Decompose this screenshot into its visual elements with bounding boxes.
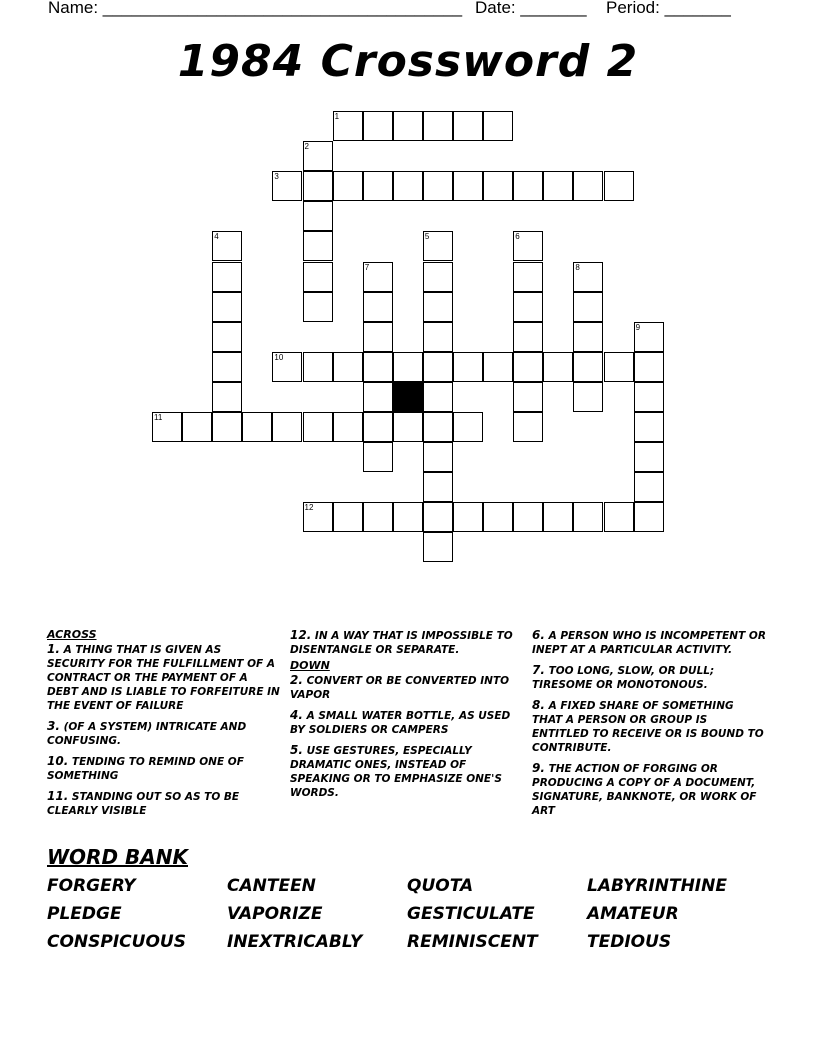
grid-cell[interactable] [513, 412, 543, 442]
grid-cell[interactable] [423, 412, 453, 442]
grid-cell[interactable] [363, 111, 393, 141]
grid-cell[interactable] [634, 382, 664, 412]
grid-cell[interactable] [513, 262, 543, 292]
grid-cell[interactable] [212, 262, 242, 292]
clue-down-2: 2. CONVERT OR BE CONVERTED INTO VAPOR [290, 673, 510, 701]
grid-cell[interactable] [423, 382, 453, 412]
grid-cell[interactable] [604, 352, 634, 382]
clue-number: 3 [274, 172, 279, 182]
grid-cell[interactable] [634, 472, 664, 502]
grid-cell[interactable] [423, 171, 453, 201]
grid-cell[interactable] [303, 262, 333, 292]
clue-number: 1 [334, 112, 340, 121]
grid-cell[interactable] [453, 352, 483, 382]
clue-number: 7 [364, 262, 370, 272]
grid-cell[interactable] [363, 322, 393, 352]
grid-cell[interactable] [333, 352, 363, 382]
word-bank-item: CONSPICUOUS [47, 932, 186, 952]
grid-cell[interactable] [333, 412, 363, 442]
grid-cell[interactable] [573, 322, 603, 352]
clue-number: 9 [635, 322, 641, 332]
grid-cell[interactable] [453, 111, 483, 141]
clue-number: 8 [575, 262, 580, 272]
word-bank-item: QUOTA [407, 876, 474, 896]
grid-cell[interactable] [423, 442, 453, 472]
grid-cell[interactable] [513, 171, 543, 201]
grid-cell[interactable] [333, 502, 363, 532]
word-bank-item: LABYRINTHINE [587, 876, 727, 896]
grid-cell[interactable] [363, 502, 393, 532]
page-title: 1984 Crossword 2 [177, 36, 639, 87]
grid-cell[interactable] [634, 412, 664, 442]
grid-cell[interactable] [363, 292, 393, 322]
grid-cell[interactable] [453, 171, 483, 201]
grid-cell[interactable] [363, 352, 393, 382]
clue-across-1: 1. A THING THAT IS GIVEN AS SECURITY FOR THE FULFILLMENT OF A CONTRACT OR THE PAYMENT OF A DEBT AND IS LIABLE TO FORFEITURE IN THE EVENT OF FAILURE [47, 642, 280, 712]
date-field[interactable]: Date: _______ [475, 0, 587, 17]
word-bank-item: VAPORIZE [227, 904, 323, 924]
clue-across-10: 10. TENDING TO REMIND ONE OF SOMETHING [47, 754, 244, 782]
grid-cell[interactable] [333, 171, 363, 201]
grid-cell[interactable] [272, 412, 302, 442]
grid-cell[interactable] [573, 502, 603, 532]
grid-cell[interactable] [423, 322, 453, 352]
grid-cell[interactable] [212, 292, 242, 322]
grid-cell[interactable] [543, 171, 573, 201]
grid-cell[interactable] [393, 111, 423, 141]
clue-down-7: 7. TOO LONG, SLOW, OR DULL; TIRESOME OR MONOTONOUS. [532, 663, 715, 691]
grid-cell[interactable] [363, 382, 393, 412]
clue-down-8: 8. A FIXED SHARE OF SOMETHING THAT A PERSON OR GROUP IS ENTITLED TO RECEIVE OR IS BOUND TO CONTRIBUTE. [532, 698, 764, 754]
grid-cell[interactable] [393, 171, 423, 201]
word-bank-item: CANTEEN [227, 876, 316, 896]
clue-across-12: 12. IN A WAY THAT IS IMPOSSIBLE TO DISENTANGLE OR SEPARATE. [290, 628, 513, 656]
grid-cell[interactable] [543, 352, 573, 382]
grid-cell[interactable] [303, 201, 333, 231]
grid-cell[interactable] [242, 412, 272, 442]
grid-cell[interactable] [483, 502, 513, 532]
across-heading: ACROSS [47, 628, 97, 641]
grid-cell[interactable] [634, 352, 664, 382]
word-bank-item: AMATEUR [587, 904, 679, 924]
period-field[interactable]: Period: _______ [606, 0, 731, 17]
grid-cell[interactable] [182, 412, 212, 442]
grid-cell[interactable] [212, 322, 242, 352]
grid-cell[interactable] [363, 171, 393, 201]
clue-number: 10 [274, 352, 284, 362]
grid-cell[interactable] [483, 111, 513, 141]
black-square [393, 382, 423, 412]
grid-cell[interactable] [303, 231, 333, 261]
down-heading: DOWN [290, 659, 330, 672]
word-bank-title: WORD BANK [47, 845, 188, 869]
word-bank-item: PLEDGE [47, 904, 122, 924]
clue-number: 4 [214, 232, 219, 242]
grid-cell[interactable] [453, 412, 483, 442]
grid-cell[interactable] [513, 352, 543, 382]
grid-cell[interactable] [423, 352, 453, 382]
grid-cell[interactable] [634, 502, 664, 532]
word-bank-item: INEXTRICABLY [227, 932, 363, 952]
clue-down-5: 5. USE GESTURES, ESPECIALLY DRAMATIC ONES, INSTEAD OF SPEAKING OR TO EMPHASIZE ONE'S WORDS. [290, 743, 502, 799]
grid-cell[interactable] [212, 352, 242, 382]
grid-cell[interactable] [423, 502, 453, 532]
grid-cell[interactable] [513, 382, 543, 412]
clue-down-4: 4. A SMALL WATER BOTTLE, AS USED BY SOLDIERS OR CAMPERS [290, 708, 511, 736]
grid-cell[interactable] [393, 502, 423, 532]
grid-cell[interactable] [543, 502, 573, 532]
grid-cell[interactable] [483, 171, 513, 201]
clue-across-11: 11. STANDING OUT SO AS TO BE CLEARLY VISIBLE [47, 789, 240, 817]
grid-cell[interactable] [303, 352, 333, 382]
grid-cell[interactable] [513, 292, 543, 322]
grid-cell[interactable] [573, 171, 603, 201]
word-bank-item: TEDIOUS [587, 932, 672, 952]
grid-cell[interactable] [634, 442, 664, 472]
clues-column-3 [532, 628, 767, 824]
grid-cell[interactable] [573, 382, 603, 412]
clue-number: 12 [304, 503, 314, 513]
grid-cell[interactable] [303, 292, 333, 322]
grid-cell[interactable] [423, 472, 453, 502]
grid-cell[interactable] [513, 322, 543, 352]
word-bank-item: FORGERY [47, 876, 136, 896]
clues-column-2 [290, 628, 520, 806]
grid-cell[interactable] [423, 532, 453, 562]
grid-cell[interactable] [212, 382, 242, 412]
grid-cell[interactable] [423, 111, 453, 141]
grid-cell[interactable] [483, 352, 513, 382]
clue-number: 2 [304, 142, 309, 152]
grid-cell[interactable] [573, 352, 603, 382]
grid-cell[interactable] [212, 412, 242, 442]
clue-down-9: 9. THE ACTION OF FORGING OR PRODUCING A COPY OF A DOCUMENT, SIGNATURE, BANKNOTE, OR WORK OF ART [532, 761, 757, 817]
grid-cell[interactable] [303, 171, 333, 201]
grid-cell[interactable] [393, 412, 423, 442]
grid-cell[interactable] [393, 352, 423, 382]
clues-column-1 [47, 628, 282, 824]
clue-number: 11 [154, 413, 163, 422]
grid-cell[interactable] [604, 502, 634, 532]
name-field[interactable]: Name: ______________________________________ [48, 0, 463, 17]
grid-cell[interactable] [363, 442, 393, 472]
grid-cell[interactable] [363, 412, 393, 442]
clue-across-3: 3. (OF A SYSTEM) INTRICATE AND CONFUSING. [47, 719, 247, 747]
grid-cell[interactable] [303, 412, 333, 442]
clue-down-6: 6. A PERSON WHO IS INCOMPETENT OR INEPT AT A PARTICULAR ACTIVITY. [532, 628, 766, 656]
grid-cell[interactable] [453, 502, 483, 532]
grid-cell[interactable] [423, 262, 453, 292]
word-bank [47, 875, 767, 953]
word-bank-item: GESTICULATE [407, 904, 535, 924]
clue-number: 6 [515, 232, 520, 242]
word-bank-item: REMINISCENT [407, 932, 538, 952]
grid-cell[interactable] [604, 171, 634, 201]
clue-number: 5 [424, 232, 430, 242]
grid-cell[interactable] [423, 292, 453, 322]
grid-cell[interactable] [513, 502, 543, 532]
grid-cell[interactable] [573, 292, 603, 322]
